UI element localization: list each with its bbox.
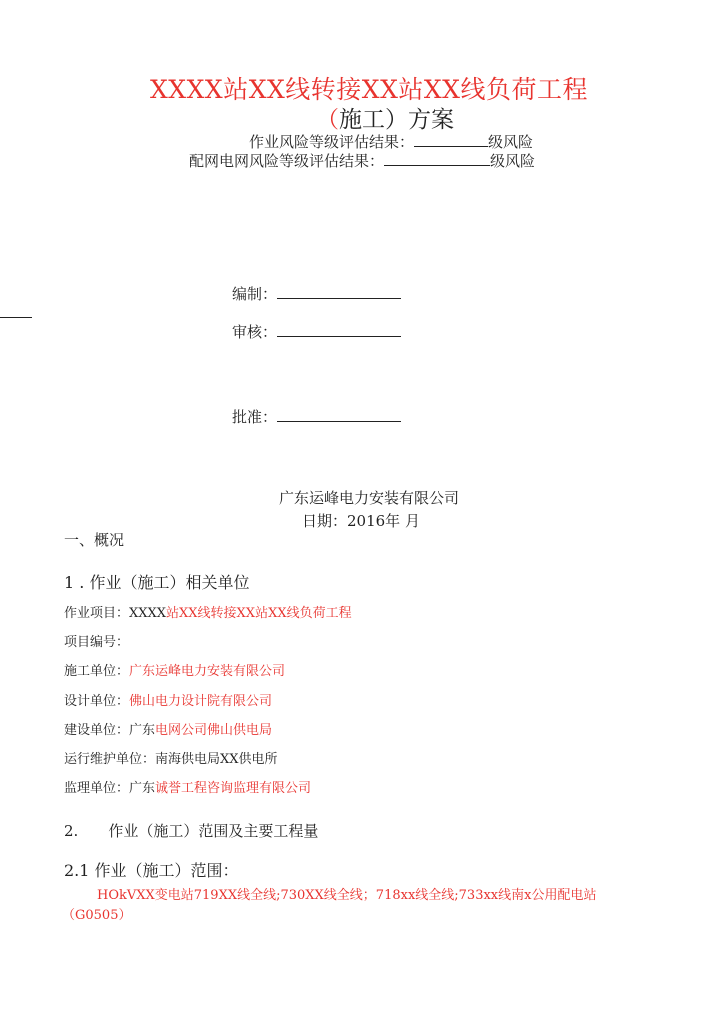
section-2-number: 2. — [64, 822, 79, 840]
row-red: 站XX线转接XX站XX线负荷工程 — [166, 606, 352, 621]
document-date: 日期：2016年 月 — [302, 512, 420, 530]
margin-mark — [0, 317, 32, 318]
risk-grid-label: 配网电网风险等级评估结果： — [189, 152, 385, 170]
scope-text-continued: （G0505） — [62, 908, 132, 923]
subtitle-mid: 施工 — [339, 107, 385, 133]
row-label: 设计单位： — [64, 694, 130, 709]
row-plain: 广东 — [129, 781, 156, 796]
row-owner-unit — [64, 719, 272, 738]
risk-work-label: 作业风险等级评估结果： — [249, 133, 415, 151]
row-construction-unit — [64, 660, 285, 679]
row-red: 佛山电力设计院有限公司 — [129, 694, 273, 709]
company-name: 广东运峰电力安装有限公司 — [279, 489, 460, 507]
sign-review — [232, 321, 401, 342]
sign-approve-blank[interactable] — [277, 407, 401, 422]
row-plain: 南海供电局XX供电所 — [155, 752, 278, 767]
row-red: 广东运峰电力安装有限公司 — [129, 664, 286, 679]
sign-review-blank[interactable] — [277, 322, 401, 337]
overview-heading: 一、概况 — [64, 531, 125, 549]
row-plain: XXXX — [129, 606, 167, 621]
section-1-heading: 1 . 作业（施工）相关单位 — [64, 573, 250, 592]
sign-approve — [232, 406, 401, 427]
row-design-unit — [64, 690, 272, 709]
row-red: 诚誉工程咨询监理有限公司 — [155, 781, 312, 796]
risk-grid-suffix: 级风险 — [490, 152, 536, 170]
sign-compile-blank[interactable] — [277, 284, 401, 299]
row-label: 建设单位： — [64, 723, 130, 738]
section-2-title: 作业（施工）范围及主要工程量 — [108, 822, 319, 840]
row-maintenance-unit — [64, 748, 278, 767]
document-title: XXXX站XX线转接XX站XX线负荷工程 — [150, 75, 588, 104]
section-2-heading — [64, 820, 318, 841]
risk-work-suffix: 级风险 — [488, 133, 534, 151]
section-2-1-heading: 2.1 作业（施工）范围： — [64, 861, 239, 880]
sign-compile-label: 编制： — [232, 285, 278, 303]
row-label: 作业项目： — [64, 606, 130, 621]
row-label: 运行维护单位： — [64, 752, 156, 767]
risk-work-line — [249, 131, 533, 152]
risk-grid-line — [189, 150, 535, 171]
row-label: 监理单位： — [64, 781, 130, 796]
risk-work-blank[interactable] — [414, 132, 488, 147]
sign-approve-label: 批准： — [232, 408, 278, 426]
row-label: 施工单位： — [64, 664, 130, 679]
row-project — [64, 602, 352, 621]
subtitle-open: （ — [316, 107, 339, 133]
row-red: 电网公司佛山供电局 — [155, 723, 273, 738]
risk-grid-blank[interactable] — [384, 151, 490, 166]
row-project-number — [64, 631, 129, 650]
sign-compile — [232, 283, 401, 304]
document-subtitle — [316, 101, 454, 134]
subtitle-close: ）方案 — [385, 107, 454, 133]
row-plain: 广东 — [129, 723, 156, 738]
row-supervision-unit — [64, 777, 311, 796]
row-label: 项目编号： — [64, 635, 130, 650]
sign-review-label: 审核： — [232, 323, 278, 341]
scope-text: HOkVXX变电站719XX线全线;730XX线全线；718xx线全线;733xx线南x公用配电站 — [97, 888, 597, 903]
